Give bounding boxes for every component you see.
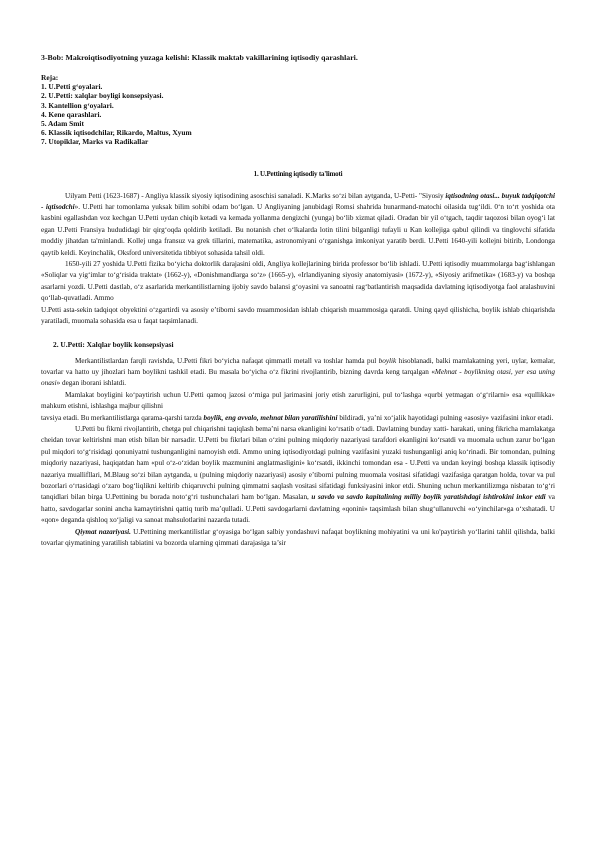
reja-label: Reja: xyxy=(41,73,59,82)
paragraph-3: U.Petti asta-sekin tadqiqot obyektini o‘zgartirdi va asosiy e’tiborni savdo muammosidan ishlab chiqarish muammosiga qaratdi. Uning qayd qilishicha, boylik ishlab chiqarishda yaratiladi, muomala sohasida esa u faqat taqsimlanadi. xyxy=(41,305,555,326)
paragraph-1 xyxy=(41,191,555,259)
emphasis-text: boylik xyxy=(378,356,397,365)
emphasis-text: Qiymat nazariyasi. xyxy=(75,527,131,536)
paragraph-5: Mamlakat boyligini ko‘paytirish uchun U.Petti qamoq jazosi o‘rniga pul jarimasini joriy etish zarurligini, pul to‘lashga «qurbi yetmagan o‘g‘rilarni» esa «qullikka» mahkum etishni, ishlashga majbur qilishni xyxy=(41,390,555,411)
paragraph-2: 1650-yili 27 yoshida U.Petti fizika bo‘yicha doktorlik darajasini oldi, Angliya kollejlarining birida professor bo‘lib ishladi. U.Petti iqtisodiy muammolarga bag‘ishlangan «Soliqlar va yig‘imlar to‘g‘risida traktat» (1662-y), «Donishmandlarga so‘z» (1665-y), «Irlandiyaning siyosiy anatomiyasi» (1672-y), «Siyosiy arifmetika» (1683-y) va boshqa asarlarni yozdi. U.Petti dastlab, o‘z asarlarida merkantilistlarning ijobiy savdo balansi g‘oyasini va sanoatni rag‘batlantirish maqsadida davlatning iqtisodiyotga faol aralashuvini qo‘llab-quvatladi. Ammo xyxy=(41,260,555,303)
reja-item: 1. U.Petti g‘oyalari. xyxy=(41,82,103,92)
reja-item: 7. Utopiklar, Marks va Radikallar xyxy=(41,137,149,147)
text-run: Uilyam Petti (1623-1687) - Angliya klassik siyosiy iqtisodining asoschisi sanaladi. K.Marks so‘zi bilan aytganda, U-Petti- "Siyosiy xyxy=(65,191,446,200)
reja-item: 5. Adam Smit xyxy=(41,119,84,129)
paragraph-6 xyxy=(41,413,555,424)
paragraph-8 xyxy=(41,527,555,550)
reja-item: 4. Kene qarashlari. xyxy=(41,109,102,119)
text-run: bildiradi, ya’ni xo‘jalik hayotidagi pulning «asosiy» vazifasini inkor etadi. xyxy=(337,413,554,422)
emphasis-text: iqtisodning otasi... buyuk tadqiqotchi - iqtisodchi xyxy=(41,191,555,212)
text-run: tavsiya etadi. Bu merkantilistlarga qarama-qarshi tarzda xyxy=(41,413,204,422)
paragraph-4 xyxy=(41,356,555,390)
text-run: va hatto, savdogarlar sonini ancha kamaytirishni qattiq turib ma’qulladi. U.Petti savdogarlarni davlatning «qonini» taqsimlash bilan shug‘ullanuvchi «o‘yinchilar»ga o‘xshatadi. U «qon» deganda qishloq xo‘jaligi va sanoat mahsulotlarini nazarda tutadi. xyxy=(41,493,555,525)
reja-list xyxy=(41,82,555,146)
document-page xyxy=(41,52,555,549)
section-2-heading: 2. U.Petti: Xalqlar boylik konsepsiyasi xyxy=(53,339,174,349)
emphasis-text: boylik, eng avvalo, mehnat bilan yaratilishini xyxy=(203,413,338,422)
text-run: hisoblanadi, balki mamlakatning yeri, uylar, kemalar, tovarlar va hatto uy jihozlari ham boylikni tashkil etadi. Bu masala bo‘yicha o‘z fikrini rivojlantirib, bizning davrda keng tarqalgan « xyxy=(41,356,555,376)
chapter-title: 3-Bob: Makroiqtisodiyotning yuzaga kelishi: Klassik maktab vakillarining iqtisodiy qarashlari. xyxy=(41,53,358,62)
paragraph-7 xyxy=(41,424,555,527)
reja-item: 2. U.Petti: xalqlar boyligi konsepsiyasi. xyxy=(41,91,164,101)
emphasis-text: Mehnat - boylikning otasi, yer esa uning onasi xyxy=(41,367,555,388)
reja-item: 3. Kantellion g‘oyalari. xyxy=(41,100,114,110)
text-run: » degan iborani ishlatdi. xyxy=(56,379,127,388)
text-run: U.Petti bu fikrni rivojlantirib, chetga pul chiqarishni taqiqlash bema’ni narsa ekanligini ko‘rsatib o‘tadi. Davlatning bunday xatti- harakati, uning fikricha mamlakatga cheidan tovar keltirishni man etish bilan bir narsadir. U.Petti bu fikrlari bilan o‘zini pulning miqdoriy nazariyasi tarafdori ekanligini ko‘rsatdi va muomala uchun zarur bo‘lgan pul miqdori to‘g‘risidagi qonuniyatni tushunganligini namoyish etdi. Ammo uning iqtisodiyotdagi pulning vazifasini yuzaki tushunganligi aniq ko‘rinadi. Bir tomondan, pulning miqdoriy nazariyasi, haqiqatdan ham «pul o‘z-o‘zidan boylik mazmunini anglatmasligini» ko‘rsatdi, ikkinchi tomondan esa - U.Petti va undan keyingi boshqa klassik iqtisodiy nazariya muallifllari, M.Blaug so‘zi bilan aytganda, u (pulning miqdoriy nazariyasi) asosiy e’tiborni pulning muomala vositasi sifatidagi vazifasiga qaratgan holda, tovar va pul bozorlari o‘rtasidagi o‘zaro bog‘liqlikni keltirib chiqaruvchi pulning qimmatni saqlash vositasi sifatidagi funksiyasini inkor etdi. Shuning uchun merkantilizmga nisbatan to‘g‘ri tanqidlari bilan birga U.Pettining bu borada noto‘g‘ri tushunchalari ham bo‘lgan. Masalan, xyxy=(41,424,555,502)
text-run: ». U.Petti har tomonlama yuksak bilim sohibi odam bo‘lgan. U Angliyaning janubidagi Romsi shahrida hunarmand-matochi oilasida tug‘ildi. 0‘n to‘rt yoshida ota kasbini egallashdan voz kechgan U.Petti uydan chiqib ketadi va kemada yollanma dengizchi (yunga) bo‘lib xizmat qiladi. Oradan bir yil o‘tgach, taqdir taqozosi bilan oyog‘i lat egan U.Petti Fransiya hududidagi bir qirg‘oqda qoldirib ketiladi. Bu notanish chet o‘lkalarda lotin tilini bilganligi tufayli u Kan kollejiga qabul qilindi va tinglovchi sifatida moddiy jihatdan ta'minlandi. Kollej unga fransuz va grek tillarini, matematika, astronomiyani o‘rganishga imkoniyat yaratib berdi. U.Petti 1640-yili kollejni bitirib, Londonga qaytib keldi. Keyinchalik, Oksford universitetida tibbiyot sohasida tahsil oldi. xyxy=(41,203,555,257)
emphasis-text: u savdo va savdo kapitalining milliy boylik yaratishdagi ishtirokini inkor etdi xyxy=(311,493,546,502)
text-run: U.Pettining merkantilistlar g‘oyasiga bo‘lgan salbiy yondashuvi nafaqat boylikning mohiyatini va uni ko'paytirish yo‘llarini tahlil qilishda, balki tovarlar qiymatining yaratilish tabiatini va bozorda ularning qimmati darajasiga ta’sir xyxy=(41,527,555,547)
section-1-heading: 1. U.Pettining iqtisodiy ta'limoti xyxy=(253,169,343,178)
text-run: Merkantilistlardan farqli ravishda, U.Petti fikri bo‘yicha nafaqat qimmatli metall va toshlar hamda pul xyxy=(75,356,379,365)
reja-item: 6. Klassik iqtisodchilar, Rikardo, Maltus, Xyum xyxy=(41,128,192,138)
